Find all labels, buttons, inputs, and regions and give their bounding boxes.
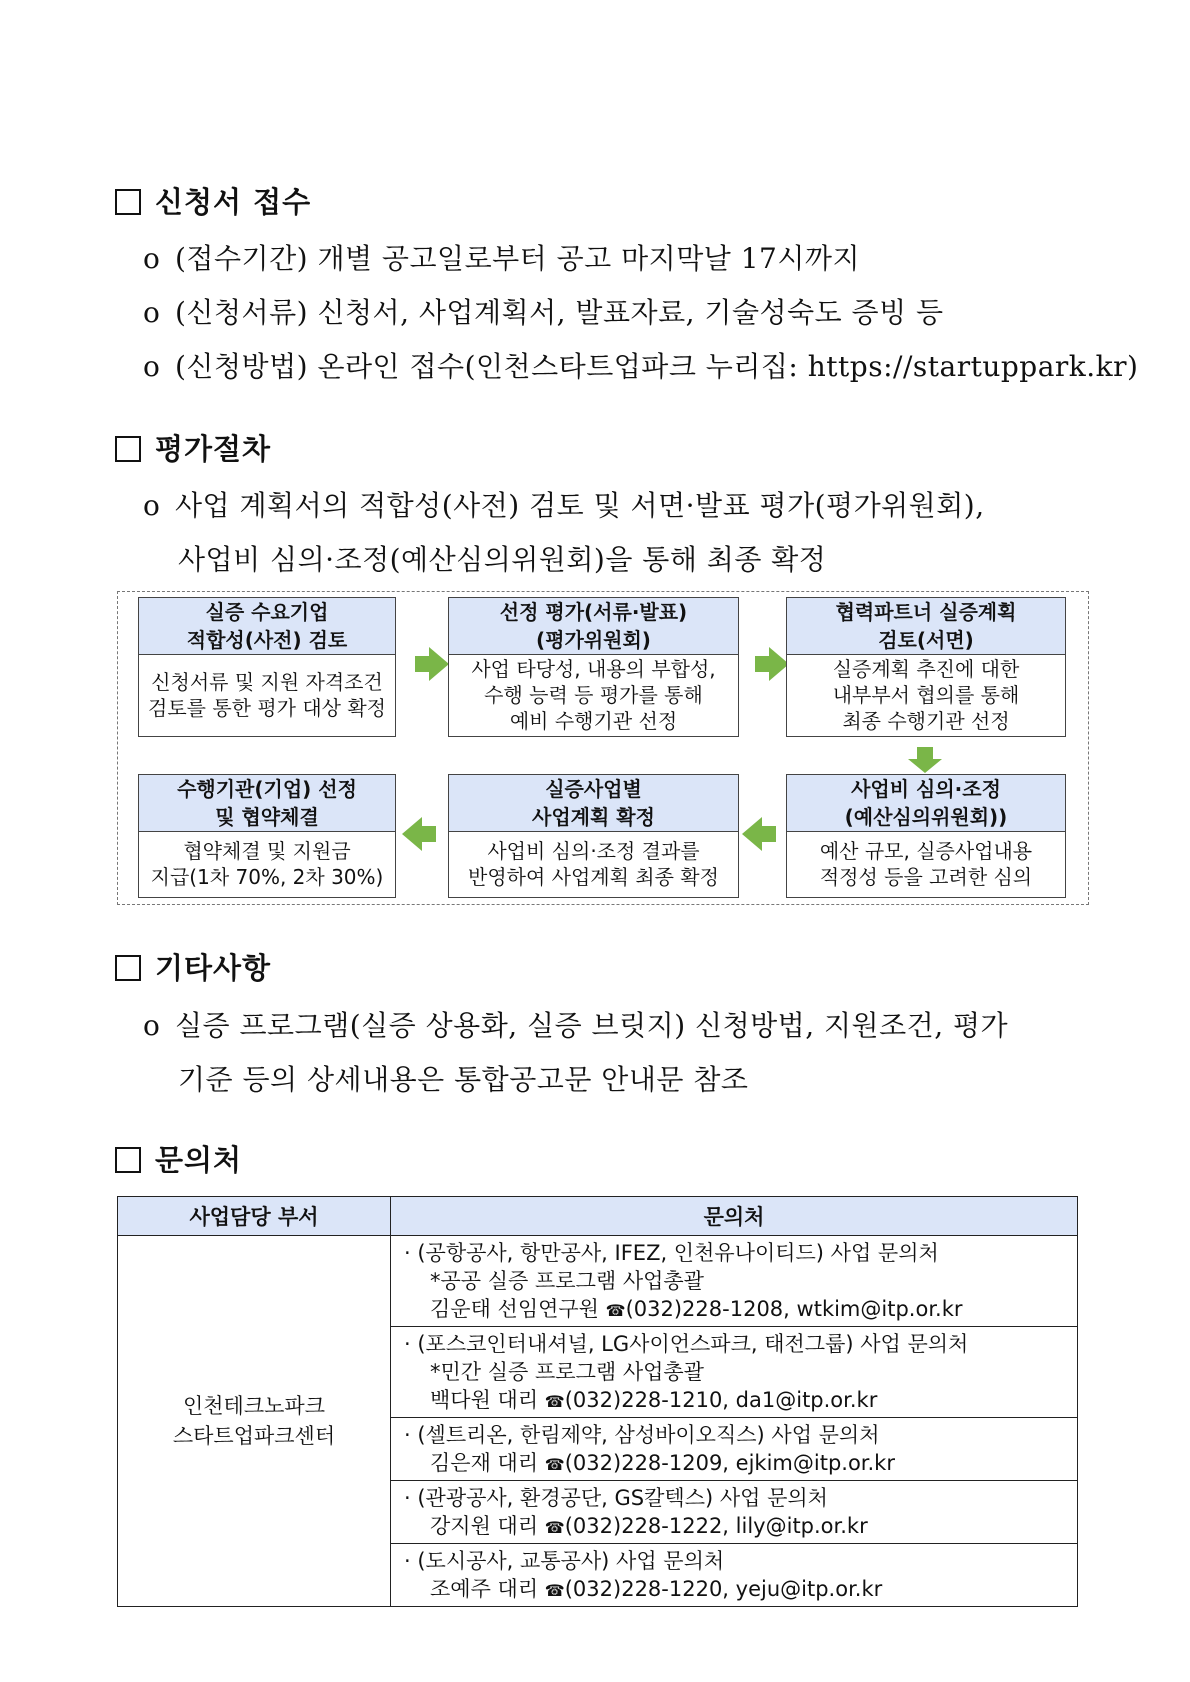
department-cell: 인천테크노파크 스타트업파크센터 — [118, 1236, 391, 1607]
apply-item-period: o (접수기간) 개별 공고일로부터 공고 마지막날 17시까지 — [143, 242, 860, 275]
contact-table — [117, 1196, 1078, 1607]
phone-icon: ☎ — [544, 1392, 565, 1411]
table-row — [118, 1236, 1078, 1327]
section-title-eval: 평가절차 — [115, 427, 271, 468]
contact-cell-1: · (공항공사, 항만공사, IFEZ, 인천유나이티드) 사업 문의처 *공공 실증 프로그램 사업총괄 김운태 선임연구원 ☎(032)228-1208, wtkim@itp.or.kr — [391, 1236, 1078, 1327]
evaluation-flow-diagram — [117, 591, 1089, 905]
eval-line-2: 사업비 심의·조정(예산심의위원회)을 통해 최종 확정 — [178, 543, 827, 576]
section-title-contact: 문의처 — [115, 1138, 242, 1179]
phone-icon: ☎ — [544, 1518, 565, 1537]
arrow-left-icon — [742, 817, 762, 851]
checkbox-square-icon — [115, 189, 141, 215]
table-header-row — [118, 1197, 1078, 1236]
contact-cell-5: · (도시공사, 교통공사) 사업 문의처 조예주 대리 ☎(032)228-1220, yeju@itp.or.kr — [391, 1544, 1078, 1607]
arrow-left-icon — [402, 817, 422, 851]
etc-line-2: 기준 등의 상세내용은 통합공고문 안내문 참조 — [178, 1063, 749, 1096]
checkbox-square-icon — [115, 436, 141, 462]
email-link[interactable]: ejkim@itp.or.kr — [735, 1451, 895, 1475]
flow-step-6: 수행기관(기업) 선정 및 협약체결 협약체결 및 지원금 지급(1차 70%, 2차 30%) — [138, 774, 396, 898]
email-link[interactable]: da1@itp.or.kr — [735, 1388, 878, 1412]
flow-step-1: 실증 수요기업 적합성(사전) 검토 신청서류 및 지원 자격조건 검토를 통한 평가 대상 확정 — [138, 597, 396, 737]
checkbox-square-icon — [115, 1147, 141, 1173]
section-title-etc: 기타사항 — [115, 946, 271, 987]
apply-item-documents: o (신청서류) 신청서, 사업계획서, 발표자료, 기술성숙도 증빙 등 — [143, 296, 944, 329]
phone-icon: ☎ — [605, 1301, 626, 1320]
etc-line-1: o 실증 프로그램(실증 상용화, 실증 브릿지) 신청방법, 지원조건, 평가 — [143, 1009, 1009, 1042]
phone-icon: ☎ — [544, 1455, 565, 1474]
flow-step-4: 사업비 심의·조정 (예산심의위원회)) 예산 규모, 실증사업내용 적정성 등을 고려한 심의 — [786, 774, 1066, 898]
contact-cell-3: · (셀트리온, 한림제약, 삼성바이오직스) 사업 문의처 김은재 대리 ☎(032)228-1209, ejkim@itp.or.kr — [391, 1418, 1078, 1481]
checkbox-square-icon — [115, 955, 141, 981]
email-link[interactable]: lily@itp.or.kr — [735, 1514, 868, 1538]
arrow-right-icon — [429, 647, 449, 681]
apply-item-method: o (신청방법) 온라인 접수(인천스타트업파크 누리집: https://startuppark.kr) — [143, 350, 1139, 383]
arrow-down-icon — [908, 759, 942, 773]
contact-cell-4: · (관광공사, 환경공단, GS칼텍스) 사업 문의처 강지원 대리 ☎(032)228-1222, lily@itp.or.kr — [391, 1481, 1078, 1544]
contact-cell-2: · (포스코인터내셔널, LG사이언스파크, 태전그룹) 사업 문의처 *민간 실증 프로그램 사업총괄 백다원 대리 ☎(032)228-1210, da1@itp.or.kr — [391, 1327, 1078, 1418]
email-link[interactable]: yeju@itp.or.kr — [735, 1577, 883, 1601]
col-header-department: 사업담당 부서 — [118, 1197, 391, 1236]
section-title-apply: 신청서 접수 — [115, 180, 311, 221]
flow-step-5: 실증사업별 사업계획 확정 사업비 심의·조정 결과를 반영하여 사업계획 최종 확정 — [448, 774, 739, 898]
email-link[interactable]: wtkim@itp.or.kr — [796, 1297, 963, 1321]
eval-line-1: o 사업 계획서의 적합성(사전) 검토 및 서면·발표 평가(평가위원회), — [143, 489, 985, 522]
flow-step-3: 협력파트너 실증계획 검토(서면) 실증계획 추진에 대한 내부부서 협의를 통해 최종 수행기관 선정 — [786, 597, 1066, 737]
flow-step-2: 선정 평가(서류·발표) (평가위원회) 사업 타당성, 내용의 부합성, 수행 능력 등 평가를 통해 예비 수행기관 선정 — [448, 597, 739, 737]
col-header-contact: 문의처 — [391, 1197, 1078, 1236]
phone-icon: ☎ — [544, 1581, 565, 1600]
